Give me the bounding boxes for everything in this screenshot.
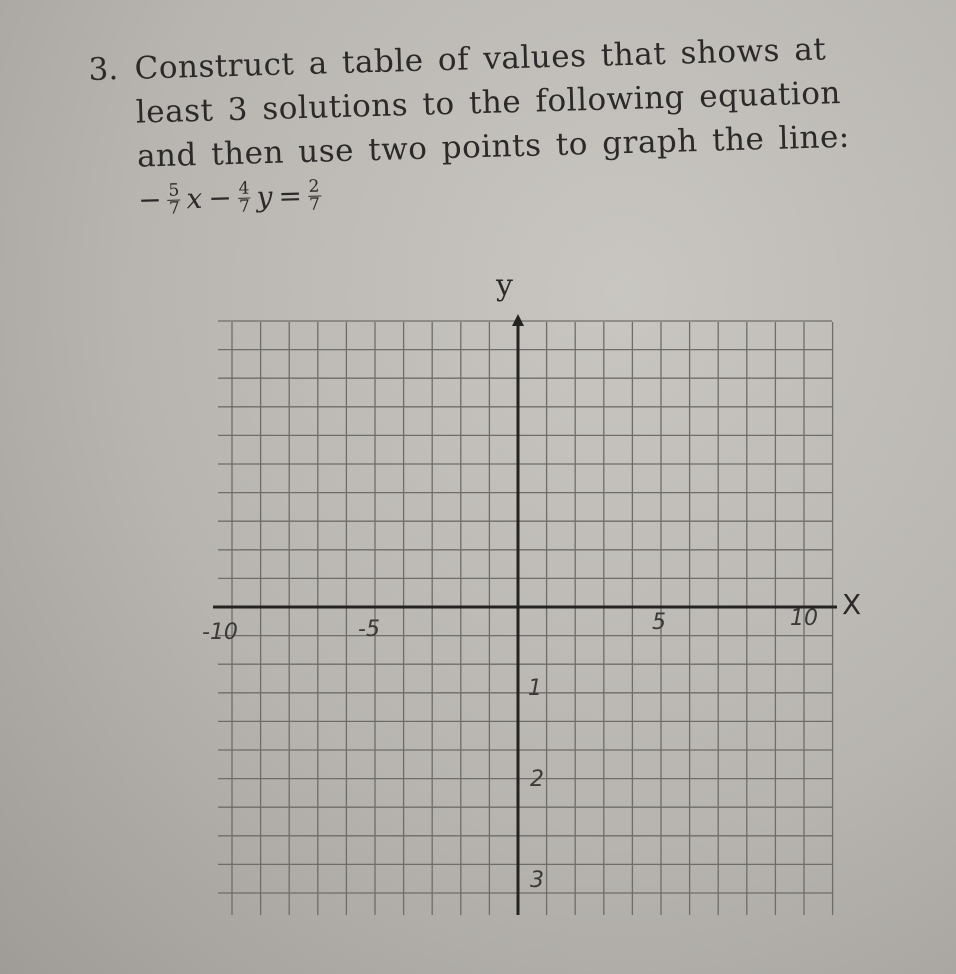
label-y-3: 3 <box>530 868 544 893</box>
problem-number: 3. <box>88 51 119 88</box>
label-y-1: 1 <box>528 676 542 701</box>
numerator: 5 <box>168 180 180 201</box>
numerator: 2 <box>308 176 320 197</box>
denominator: 7 <box>308 194 321 215</box>
equation-equals: = <box>277 179 303 213</box>
label-x-10: 10 <box>790 606 818 631</box>
label-y-2: 2 <box>530 767 544 792</box>
numerator: 4 <box>238 178 250 199</box>
x-axis-label: X <box>842 588 862 621</box>
variable-x: x <box>186 181 203 216</box>
equation-minus: − <box>207 181 233 215</box>
y-axis-label: y <box>496 268 513 303</box>
denominator: 7 <box>168 198 181 219</box>
label-x-5: 5 <box>652 610 666 635</box>
equation-sign: − <box>137 183 163 217</box>
problem-text-line-3: and then use two points to graph the line: <box>136 118 851 175</box>
label-x-neg10: -10 <box>202 620 238 645</box>
denominator: 7 <box>238 196 251 217</box>
problem-text-line-1: Construct a table of values that shows at <box>134 31 827 87</box>
label-x-neg5: -5 <box>358 617 380 642</box>
y-axis-arrow-icon <box>512 314 524 326</box>
variable-y: y <box>256 179 273 214</box>
problem-text-line-2: least 3 solutions to the following equation <box>135 75 842 131</box>
